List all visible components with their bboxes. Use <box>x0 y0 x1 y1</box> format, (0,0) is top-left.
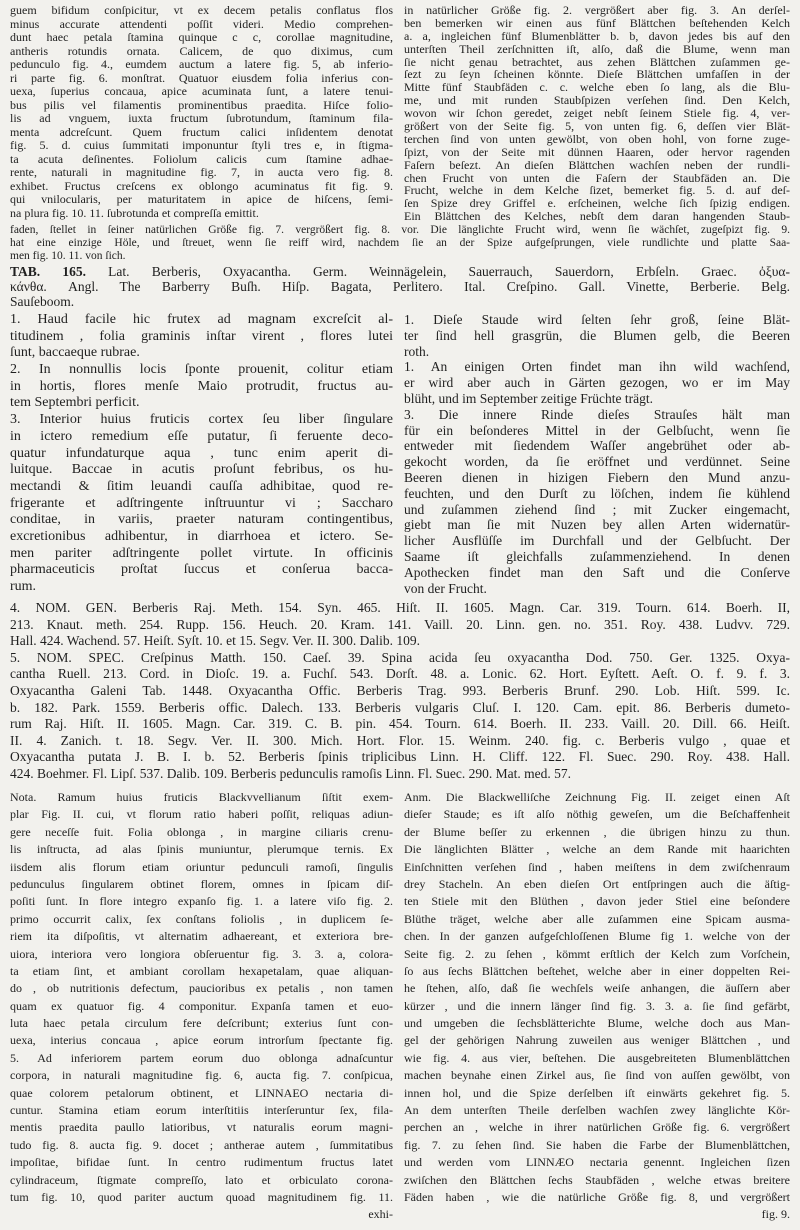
german-text-line: blüht, und im September zeitige Früchte trägt. <box>404 390 653 406</box>
latin-text-line: ſunt, baccaeque rubrae. <box>10 345 140 361</box>
nomenclature-line: cantha Ruell. 213. Cord. in Dioſc. 19. a. Fuchſ. 543. Dorſt. 48. a. Lonic. 62. Hort. Eyſtett. Aeſt. O. f. 9. f. 3. <box>10 666 790 682</box>
german-note-line: Blüthe träget, welche aber alle zuſammen eine Spicam ausma- <box>404 911 790 926</box>
latin-text-line: antheris rotundis ornata. Calicem, de quo diximus, cum <box>10 44 393 58</box>
latin-note-column <box>10 789 393 1224</box>
german-note-line: und umgeben die ſechsblätterichte Blume, welche doch aus Man- <box>404 1016 790 1031</box>
latin-text-line: menta adcreſcunt. Quem fructum calici inſidentem denotat <box>10 125 393 139</box>
latin-text-line: mectandi & ſitim leuandi cauſſa adhibitae, quod re- <box>10 478 393 494</box>
german-note-line: und werden vom LINNÆO nectaria genennt. Ingleichen ſizen <box>404 1155 790 1170</box>
latin-text-line: rum. <box>10 579 37 594</box>
german-uses-column <box>404 312 790 596</box>
german-note-line: Fäden haben , wie die natürliche Größe fig. 8, und vergrößert <box>404 1189 790 1204</box>
latin-note-line: primo occurrit calix, ſex conſtans foliolis , in duplicem ſe- <box>10 911 393 926</box>
german-text-line: ben bemerken wir einen aus fünf Blättchen beſtehenden Kelch <box>404 16 790 30</box>
latin-note-line: exhi- <box>368 1207 393 1222</box>
latin-note-line: cuntur. Stamina etiam eorum interſtitiis interſeruntur ſex, fila- <box>10 1103 393 1118</box>
german-text-line: von der Frucht. <box>404 580 487 596</box>
latin-text-line: ri parte fig. 6. monſtrat. Quatuor eiusdem folia inferius con- <box>10 71 393 85</box>
german-text-line: ter ſind hell grasgrün, die Blumen gelb, die Beeren <box>404 327 790 343</box>
latin-text-line: excretionibus adhibentur, in diarrhoea et ictero. Se- <box>10 528 393 544</box>
german-text-line: men fig. 10. 11. von ſich. <box>10 250 126 262</box>
latin-text-line: dunt haec petala ſtamina quinque c c, corollae magnitudine, <box>10 31 393 44</box>
nomenclature-line: rum Raj. Hiſt. II. 1605. Magn. Car. 319. C. B. pin. 454. Tourn. 614. Boerh. II. 233. Vaill. 20. Dill. 66. Heiſt. <box>10 716 790 732</box>
latin-text-line: fig. 5. d. cuius ſummitati imponuntur ſtyli tres e, in ſtigma- <box>10 139 393 152</box>
latin-text-line: 3. Interior huius fruticis cortex ſeu liber ſingulare <box>10 412 393 428</box>
latin-text-line: frigerante et adſtringente inſtruuntur vi ; Saccharo <box>10 495 393 511</box>
latin-note-line: impoſitae, bifidae ſunt. In centro rudimentum fructus latet <box>10 1155 393 1170</box>
german-text-line: ſen Spize drey Griffel e. erſcheinen, welche ſich ſpizig endigen. <box>404 197 790 211</box>
latin-note-line: gere neceſſe fuit. Folia oblonga , in margine ciliaris crenu- <box>10 824 393 839</box>
latin-text-line: quatur infundaturque aqua , tunc enim aperit di- <box>10 445 393 461</box>
german-text-line: ſpizt, von der Seite mit dünnen Haaren, oder hervor ragenden <box>404 145 790 159</box>
german-text-line: Saame iſt gleichfalls zuſammenziehend. In denen <box>404 548 790 564</box>
nomenclature-line: 424. Boehmer. Fl. Lipſ. 537. Dalib. 109. Berberis pedunculis ramoſis Linn. Fl. Suec. 290. Mat. med. 57. <box>10 765 571 781</box>
latin-note-line: ta etiam ſint, et ambiant corollam hexapetalam, quae aliquan- <box>10 963 393 978</box>
latin-note-line: 5. Ad inferiorem partem eorum duo oblonga adnaſcuntur <box>10 1050 393 1065</box>
german-text-line: roth. <box>404 343 430 359</box>
german-note-column <box>404 789 790 1224</box>
german-note-line: kürzer , und die innern länger ſind fig. 3. 3. a. ſie ſind gefärbt, <box>404 998 790 1013</box>
german-text-line: hat eine einzige Höle, und ſtreuet, wenn ſie reiff wird, nachdem ſie an der Spize aufgeſprungen, viele rundlichte und platte Saa- <box>10 237 790 249</box>
latin-text-line: qui vnilocularis, per maturitatem in apice de hiſcens, ſemi- <box>10 193 393 206</box>
latin-note-line: quam ex quatuor fig. 4 componitur. Expanſa tamen et euo- <box>10 998 393 1013</box>
latin-text-line: lis ad vnguem, iuxta fructum ſubrotundum, ſtaminum fila- <box>10 112 393 125</box>
nomenclature-line: 4. NOM. GEN. Berberis Raj. Meth. 154. Syn. 465. Hiſt. II. 1605. Magn. Car. 319. Tourn. 614. Boerh. II, <box>10 600 790 615</box>
latin-note-line: uiora, interiora vero longiora obſeruentur fig. 3. 3. a, colora- <box>10 946 393 961</box>
german-note-line: gel der gehörigen Nahrung zuweilen aus weniger Blättchen , und <box>404 1033 790 1048</box>
german-note-line: An dem unterſten Theile derſelben wachſen zwey länglichte Kör- <box>404 1103 790 1118</box>
latin-text-line: bus pilis vel filamentis prominentibus praedita. Hiſce folio- <box>10 98 393 112</box>
latin-text-line: uexa, ſuperius concaua, apice acuminata ſunt, a latere tenui- <box>10 85 393 98</box>
german-note-line: Die länglichten Blätter , welche an dem Rande mit haarichten <box>404 842 790 857</box>
latin-text-line: guem bifidum conſpicitur, vt ex decem petalis conflatus flos <box>10 4 393 17</box>
plate-number: TAB. 165. <box>10 264 86 279</box>
german-note-line: dieſer Staude; es iſt alſo nöthig geweſen, um die Beſchaffenheit <box>404 807 790 822</box>
latin-text-line: ta acuta deſinentes. Foliolum calicis cum ſtamine adhae- <box>10 152 393 166</box>
german-text-line: 1. An einigen Orten findet man ihn wild wachſend, <box>404 359 790 375</box>
latin-text-line: conditae, in variis, praeter naturam contingentibus, <box>10 512 393 528</box>
latin-text-line: luitque. Baccae in acutis proſunt febribus, os hu- <box>10 462 393 478</box>
german-note-line: chen. In der ganzen aufgeſchloſſenen Blume fig 1. welche von der <box>404 929 790 944</box>
german-note-line: fig. 9. <box>761 1207 790 1222</box>
german-note-line: fig. 7. zu ſehen ſind. Sie haben die Farbe der Blumenblättchen, <box>404 1137 790 1152</box>
latin-text-line: 2. In nonnullis locis ſponte prouenit, colitur etiam <box>10 362 393 378</box>
german-text-line: 3. Die innere Rinde dieſes Strauſes hält man <box>404 406 790 422</box>
latin-note-line: Nota. Ramum huius fruticis Blackvvellianum ſiſtit exem- <box>10 790 393 804</box>
german-text-line: wovon wir ſchon geredet, zeiget nebſt ſeinem Stiele fig. 4, ver- <box>404 107 790 121</box>
nomenclature-line: Oxyacantha Galeni Tab. 1448. Oxyacantha Offic. Berberis Trag. 993. Berberis Brunf. 290. Lob. Hiſt. 599. Ic. <box>10 682 790 698</box>
german-note-line: he ſtehen, alſo, daß ſie wechſels weiſe anhangen, die äuſſern aber <box>404 981 790 996</box>
german-note-line: machen beynahe einen Zirkel aus, ſie ſind von auſſen gewölbt, von <box>404 1068 790 1083</box>
plate-header <box>10 264 790 309</box>
top-latin-description-column <box>10 4 393 220</box>
latin-note-line: mentis praedita paullo latioribus, vt naturalis eorum magni- <box>10 1120 393 1135</box>
latin-text-line: pedunculo fig. 4., eumdem auctum a latere fig. 5, ab inferio- <box>10 58 393 71</box>
latin-note-line: plar Fig. II. cui, vt florum ratio haberi poſſit, reliquas adiun- <box>10 807 393 822</box>
latin-text-line: men pariter adſtringente pollet virtute. In officinis <box>10 545 393 561</box>
german-note-line: zwiſchen den Blättchen ſechs Staubfäden , welche etwas breitere <box>404 1172 790 1187</box>
nomenclature-block <box>10 600 790 783</box>
german-text-line: er wird aber auch in Gärten gezogen, wo er im May <box>404 375 790 391</box>
german-text-line: a. a, ingleichen fünf Blumenblätter b. b, davon jedes bis auf den <box>404 29 790 43</box>
german-text-line: 1. Dieſe Staude wird ſelten ſehr groß, ſeine Blät- <box>404 312 790 327</box>
latin-note-line: tum fig. 10, quod pariter auctum quoad magnitudinem fig. 11. <box>10 1189 393 1204</box>
german-text-line: chen Frucht von unten die Faſern der Staubfäden an. Die <box>404 171 790 185</box>
nomenclature-line: II. 4. Zanich. t. 18. Segv. Ver. II. 300. Mich. Hort. Flor. 15. Weinm. 240. fig. c. Berberis vulgo , quae et <box>10 732 790 748</box>
german-note-line: Seite fig. 2. zu ſehen , kömmt erſtlich der Kelch zum Vorſchein, <box>404 946 790 961</box>
latin-text-line: 1. Haud facile hic frutex ad magnam excreſcit al- <box>10 312 393 327</box>
german-text-line: terchen ſind von unten gewölbt, von oben hohl, von forne zuge- <box>404 132 790 146</box>
german-text-line: Frucht, welche in dem Kelche ſizet, bemerket fig. 5. d. auf deſ- <box>404 184 790 198</box>
top-german-description-column <box>404 4 790 223</box>
latin-text-line: in hortis, flores menſe Maio protrudit, fructus au- <box>10 378 393 394</box>
latin-note-line: pedunculus ſingularem obtinet florem, omnes in ſpicam diſ- <box>10 876 393 891</box>
german-text-line: ſie nicht genau betrachtet, aus zehen Blättchen zuſammen ge- <box>404 55 790 69</box>
german-text-line: Faſern beſezt. An dieſen Blättchen wachſen neben der rundli- <box>404 158 790 172</box>
german-text-line: Mitte fünf Staubfäden c. c. welche eben ſo lang, als die Blu- <box>404 81 790 95</box>
latin-note-line: uexa, interius concaua , apice eorum introrſum ſpectante fig. <box>10 1033 393 1048</box>
latin-note-line: iisdem alis florum etiam oriuntur pedunculi ramoſi, ſingulis <box>10 859 393 874</box>
german-note-line: Anm. Die Blackwelliſche Zeichnung Fig. II. zeiget einen Aſt <box>404 790 790 804</box>
german-text-line: giebt man ſie mit Nuzen bey allen Arten widernatür- <box>404 517 790 533</box>
german-text-line: größert von der Seite fig. 5, von unten fig. 6, deſſen vier Blät- <box>404 120 790 133</box>
latin-text-line: tem Septembri perficit. <box>10 395 140 411</box>
latin-note-line: luta haec petala circulum fere deſcribunt; exterius ſunt con- <box>10 1016 393 1031</box>
german-note-line: innen hol, und die Spize derſelben iſt einwärts gekehret fig. 5. <box>404 1085 790 1100</box>
nomenclature-line: b. 182. Park. 1559. Berberis offic. Dalech. 133. Berberis vulgaris Cluſ. I. 120. Cam. epit. 86. Berberis dumeto- <box>10 699 790 715</box>
german-note-line: perchen an , welche in ihrer natürlichen Größe fig. 6. vergrößert <box>404 1120 790 1135</box>
latin-text-line: rente, naturali in magnitudine fig. 7, in aucta vero fig. 8. <box>10 166 393 179</box>
german-text-line: in natürlicher Größe fig. 2. vergrößert aber fig. 3. An derſel- <box>404 4 790 17</box>
latin-text-line: minus accurate attendenti poſſit videri. Medio comprehen- <box>10 17 393 31</box>
latin-text-line: titudinem , folia graminis inſtar virent , flores lutei <box>10 328 393 344</box>
latin-note-line: tudo fig. 8. aucta fig. 9. docet ; antherae autem , ſummitatibus <box>10 1137 393 1152</box>
latin-note-line: lis inſtructa, ad alas ſpinis muniuntur, plerumque ternis. Ex <box>10 842 393 857</box>
german-text-line: me, und mit runden Staubſpizen verſehen ſind. Den Kelch, <box>404 94 790 108</box>
nomenclature-line: Oxyacantha putata J. B. I. b. 52. Berberis ſpinis triplicibus Linn. H. Cliff. 122. Fl. Suec. 290. Roy. 438. Hall. <box>10 749 790 765</box>
german-text-line: und zuſammen ziehend ſind ; mit Zucker eingemacht, <box>404 501 790 517</box>
plate-header-line: κάνθα. Angl. The Barberry Buſh. Hiſp. Bagata, Perlitero. Ital. Creſpino. Gall. Vinette, Berberie. Belg. <box>10 279 790 294</box>
plate-names: Lat. Berberis, Oxyacantha. Germ. Weinnägelein, Sauerrauch, Sauerdorn, Erbſeln. Graec. ὀξυα- <box>108 264 790 279</box>
german-note-line: ſo aus ſechs Blättchen beſtehet, welche aber in einer doppelten Rei- <box>404 963 790 978</box>
latin-note-line: do , ob nutritionis defectum, paucioribus ex petalis , non tamen <box>10 981 393 996</box>
nomenclature-line: 213. Knaut. meth. 254. Rupp. 156. Heuch. 20. Kram. 141. Vaill. 20. Linn. gen. no. 351. Roy. 438. Ludvv. 729. <box>10 616 790 632</box>
german-text-line: faden, ſtellet in ſeiner natürlichen Größe fig. 7. vergrößert fig. 8. vor. Die länglichte Frucht wird, wenn ſie wächſet, zugeſpizt fig. 9. <box>10 224 790 236</box>
latin-note-line: riem ita diſpoſitis, vt alternatim adhaereant, et exteriora bre- <box>10 929 393 944</box>
latin-note-line: poſiti ſunt. In flore integro expanſo fig. 1. a latere viſo fig. 2. <box>10 894 393 909</box>
top-german-full-width-text <box>10 224 790 263</box>
german-text-line: Apothecken findet man den Saft und die Conſerve <box>404 564 790 580</box>
nomenclature-line: 5. NOM. SPEC. Creſpinus Matth. 150. Caeſ. 39. Spina acida ſeu oxyacantha Dod. 750. Ger. 1325. Oxya- <box>10 649 790 665</box>
latin-note-line: corpora, in naturali magnitudine fig. 6, aucta fig. 7. conſpicua, <box>10 1068 393 1083</box>
german-note-line: drey Stacheln. An eben dieſen Ort entſpringen auch die äſtig- <box>404 876 790 891</box>
german-note-line: wie fig. 4. aus vier, beſtehen. Die ausgebreiteten Blumenblättchen <box>404 1050 790 1065</box>
german-text-line: gekocht worden, da ſie eröffnet und verdünnet. Seine <box>404 454 790 470</box>
german-text-line: feuchten, und den Durſt zu löſchen, indem ſie kühlend <box>404 485 790 501</box>
german-text-line: licher Ausflüſſe im Durchfall und der Gelbſucht. Der <box>404 533 790 549</box>
latin-uses-column <box>10 312 393 596</box>
plate-header-line <box>10 264 790 279</box>
plate-header-line: Sauſeboom. <box>10 294 75 309</box>
german-text-line: für ein beſonderes Mittel in der Gelbſucht, wenn ſie <box>404 422 790 438</box>
german-note-line: der Blume beſſer zu erkennen , die übrigen hinzu zu thun. <box>404 824 790 839</box>
german-text-line: Beeren dienen in hizigen Fiebern den Mund anzu- <box>404 469 790 485</box>
latin-text-line: na plura fig. 10. 11. ſubrotunda et compreſſa emittit. <box>10 206 259 220</box>
german-text-line: ſezt zu ſeyn ſcheinen könnte. Dieſe Blättchen umfaſſen in der <box>404 68 790 82</box>
german-text-line: unterſten Theil zerſchnitten iſt, alſo, daß die Blume, wenn man <box>404 42 790 56</box>
latin-note-line: quae colorem petalorum obtinent, et LINNAEO nectaria di- <box>10 1085 393 1100</box>
german-text-line: Ein Blättchen des Kelches, nebſt dem daran hangenden Staub- <box>404 210 790 224</box>
latin-text-line: pharmaceuticis proſtat ſuccus et conſerua bacca- <box>10 562 393 578</box>
latin-note-line: cylindraceum, ſtigmate compreſſo, lato et orbiculato corona- <box>10 1172 393 1187</box>
latin-text-line: in ictero remedium eſſe putatur, ſi feruente deco- <box>10 428 393 444</box>
latin-text-line: exhibet. Fructus creſcens ex oblongo acuminatus fit fig. 9. <box>10 179 393 193</box>
german-text-line: entweder mit ſiedendem Waſſer angebrühet oder ab- <box>404 438 790 454</box>
german-note-line: ten Stiele mit den Blüthen , davon jeder Stiel eine beſondere <box>404 894 790 909</box>
german-note-line: Einſchnitten verſehen ſind , haben meiſtens in dem zwiſchenraum <box>404 859 790 874</box>
nomenclature-line: Hall. 424. Wachend. 57. Heiſt. Syſt. 10. et 15. Segv. Ver. II. 300. Dalib. 109. <box>10 633 420 649</box>
